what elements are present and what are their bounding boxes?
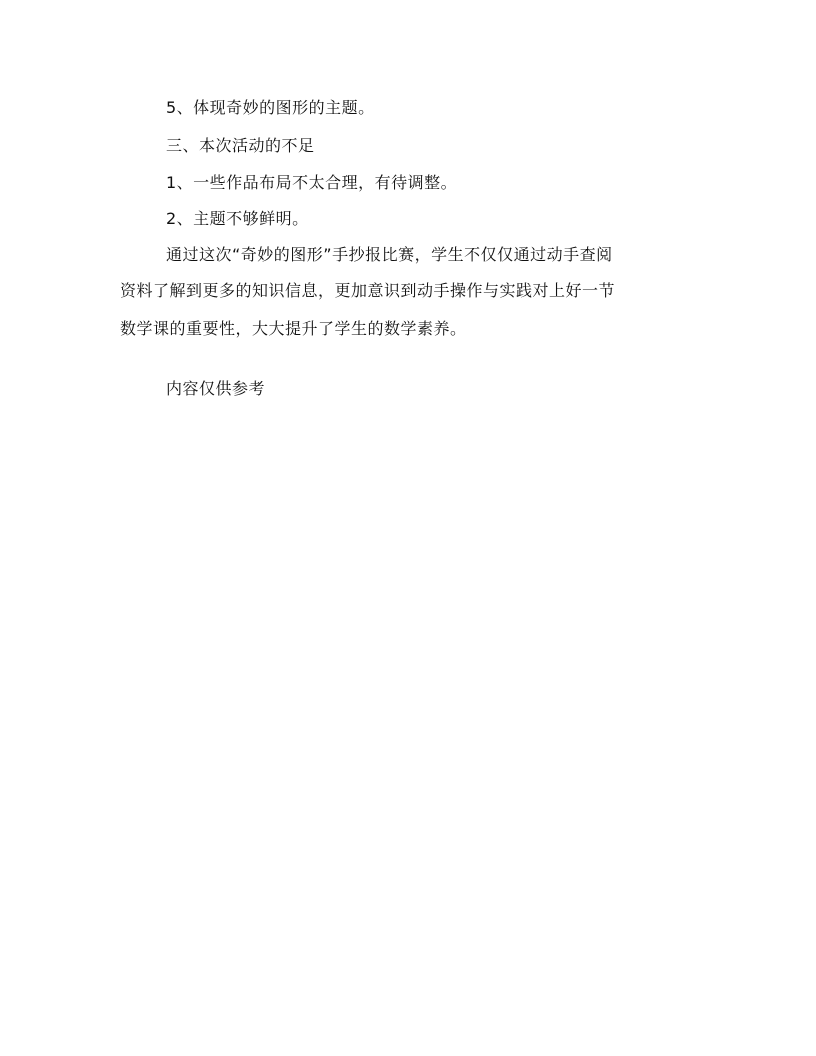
footer-note: 内容仅供参考 [166, 379, 266, 398]
section-heading-shortcomings: 三、本次活动的不足 [166, 136, 315, 155]
paragraph-summary-line-3: 数学课的重要性，大大提升了学生的数学素养。 [120, 319, 467, 338]
paragraph-summary-line-2: 资料了解到更多的知识信息，更加意识到动手操作与实践对上好一节 [120, 281, 616, 300]
paragraph-summary-line-1: 通过这次“奇妙的图形”手抄报比赛，学生不仅仅通过动手查阅 [166, 245, 613, 264]
paragraph-shortcoming-2: 2、主题不够鲜明。 [166, 209, 309, 228]
paragraph-shortcoming-1: 1、一些作品布局不太合理，有待调整。 [166, 173, 458, 192]
paragraph-theme-point-5: 5、体现奇妙的图形的主题。 [166, 98, 375, 117]
